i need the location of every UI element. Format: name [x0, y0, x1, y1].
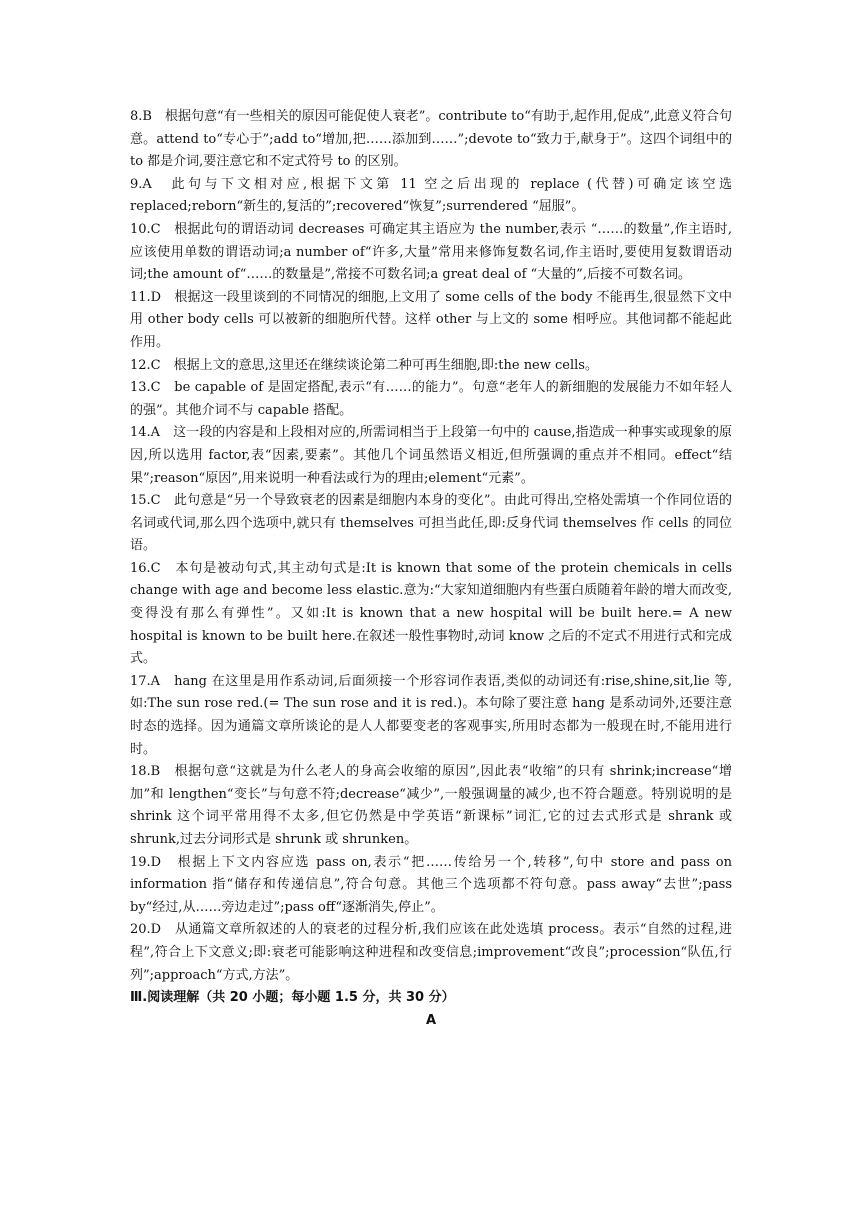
- answer-item-20: 20.D 从通篇文章所叙述的人的衰老的过程分析,我们应该在此处选填 process。表示“自然的过程,进程”,符合上下文意义;即:衰老可能影响这种进程和改变信息;improvement“改良”;procession“队伍,行列”;approach“方式,方法”。: [130, 922, 732, 983]
- answer-item-19: 19.D 根据上下文内容应选 pass on,表示“把……传给另一个,转移”,句中 store and pass on information 指“储存和传递信息”,符合句意。其他三个选项都不符句意。pass away“去世”;pass by“经过,从……旁边走过”;pass off“逐渐消失,停止”。: [130, 854, 732, 915]
- answer-item-15: 15.C 此句意是“另一个导致衰老的因素是细胞内本身的变化”。由此可得出,空格处需填一个作同位语的名词或代词,那么四个选项中,就只有 themselves 可担当此任,即:反身代词 themselves 作 cells 的同位语。: [130, 493, 732, 554]
- answer-item-18: 18.B 根据句意“这就是为什么老人的身高会收缩的原因”,因此表“收缩”的只有 shrink;increase“增加”和 lengthen“变长”与句意不符;decrease“减少”,一般强调量的减少,也不符合题意。特别说明的是 shrink 这个词平常用得不太多,但它仍然是中学英语“新课标”词汇,它的过去式形式是 shrank 或 shrunk,过去分词形式是 shrunk 或 shrunken。: [130, 764, 732, 847]
- answer-item-17: 17.A hang 在这里是用作系动词,后面须接一个形容词作表语,类似的动词还有:rise,shine,sit,lie 等,如:The sun rose red.(= The sun rose and it is red.)。本句除了要注意 hang 是系动词外,还要注意时态的选择。因为通篇文章所谈论的是人人都要变老的客观事实,所用时态都为一般现在时,不能用进行时。: [130, 673, 732, 757]
- answer-item-9: 9.A 此句与下文相对应,根据下文第 11 空之后出现的 replace (代替)可确定该空选 replaced;reborn“新生的,复活的”;recovered“恢复”;surrendered “屈服”。: [130, 176, 732, 215]
- answer-item-8: 8.B 根据句意“有一些相关的原因可能促使人衰老”。contribute to“有助于,起作用,促成”,此意义符合句意。attend to“专心于”;add to“增加,把……添加到……”;devote to“致力于,献身于”。这四个词组中的 to 都是介词,要注意它和不定式符号 to 的区别。: [130, 109, 732, 170]
- answer-item-12: 12.C 根据上文的意思,这里还在继续谈论第二种可再生细胞,即:the new cells。: [130, 357, 598, 373]
- answer-item-14: 14.A 这一段的内容是和上段相对应的,所需词相当于上段第一句中的 cause,指造成一种事实或现象的原因,所以选用 factor,表“因素,要素”。其他几个词虽然语义相近,但所强调的重点并不相同。effect“结果”;reason“原因”,用来说明一种看法或行为的理由;element“元素”。: [130, 425, 732, 486]
- answer-item-10: 10.C 根据此句的谓语动词 decreases 可确定其主语应为 the number,表示 “……的数量”,作主语时,应该使用单数的谓语动词;a number of“许多,大量”常用来修饰复数名词,作主语时,要使用复数谓语动词;the amount of“……的数量是”,常接不可数名词;a great deal of “大量的”,后接不可数名词。: [130, 221, 732, 283]
- answer-explanations: [130, 106, 732, 1032]
- passage-label: A: [425, 1012, 437, 1028]
- answer-item-16: 16.C 本句是被动句式,其主动句式是:It is known that some of the protein chemicals in cells change with age and become less elastic.意为:“大家知道细胞内有些蛋白质随着年龄的增大而改变,变得没有那么有弹性”。又如:It is known that a new hospital will be built here.= A new hospital is known to be built here.在叙述一般性事物时,动词 know 之后的不定式不用进行式和完成式。: [130, 560, 732, 667]
- section-heading: Ⅲ.阅读理解（共 20 小题；每小题 1.5 分，共 30 分）: [130, 990, 455, 1006]
- answer-item-11: 11.D 根据这一段里谈到的不同情况的细胞,上文用了 some cells of the body 不能再生,很显然下文中用 other body cells 可以被新的细胞所代替。这样 other 与上文的 some 相呼应。其他词都不能起此作用。: [130, 289, 732, 350]
- answer-item-13: 13.C be capable of 是固定搭配,表示“有……的能力”。句意“老年人的新细胞的发展能力不如年轻人的强”。其他介词不与 capable 搭配。: [130, 380, 732, 418]
